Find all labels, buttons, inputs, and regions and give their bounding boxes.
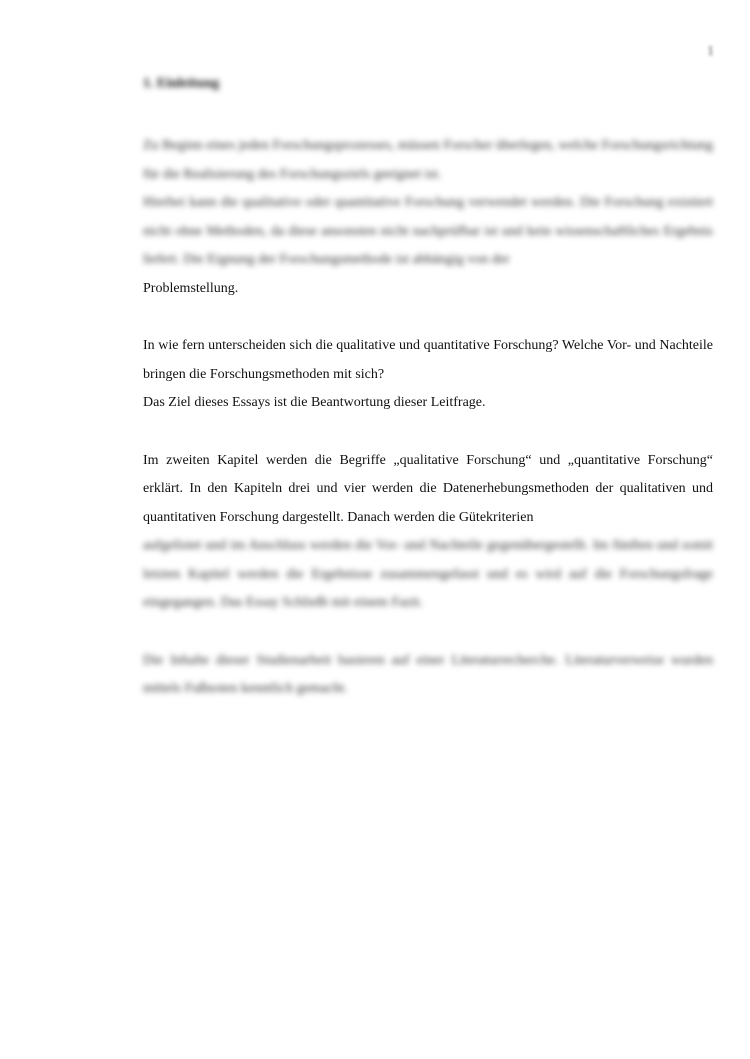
page-number: 1 xyxy=(707,44,714,59)
section-heading: 1. Einleitung xyxy=(143,76,220,91)
intro-paragraph-blurred-2: Hierbei kann die qualitative oder quantitative Forschung verwendet werden. Die Forschung existiert nicht ohne Methoden, da diese ansonsten nicht nachprüfbar ist und kein wissenschaftliches Ergebnis liefert. Die Eignung der Forschungsmethode ist abhängig von der xyxy=(143,195,713,267)
sources-paragraph-blurred: Die Inhalte dieser Studienarbeit basieren auf einer Literaturrecherche. Literaturverweise wurden mittels Fußnoten kenntlich gemacht. xyxy=(143,652,713,696)
intro-paragraph-end: Problemstellung. xyxy=(143,280,239,296)
research-question: In wie fern unterscheiden sich die qualitative und quantitative Forschung? Welche Vor- und Nachteile bringen die Forschungsmethoden mit sich? xyxy=(143,338,713,382)
document-body xyxy=(143,70,713,704)
intro-paragraph-blurred-1: Zu Beginn eines jeden Forschungsprozesses, müssen Forscher überlegen, welche Forschungsrichtung für die Realisierung des Forschungsziels geeignet ist. xyxy=(143,138,713,182)
essay-goal: Das Ziel dieses Essays ist die Beantwortung dieser Leitfrage. xyxy=(143,395,486,410)
outline-paragraph: Im zweiten Kapitel werden die Begriffe „qualitative Forschung“ und „quantitative Forschung“ erklärt. In den Kapiteln drei und vier werden die Datenerhebungsmethoden der qualitativen und quantitativen Forschung dargestellt. Danach werden die Gütekriterien xyxy=(143,452,713,525)
outline-paragraph-blurred: aufgelistet und im Anschluss werden die Vor- und Nachteile gegenübergestellt. Im fünften und somit letzten Kapitel werden die Ergebnisse zusammengefasst und es wird auf die Forschungsfrage eingegangen. Das Essay Schließt mit einem Fazit. xyxy=(143,538,713,610)
